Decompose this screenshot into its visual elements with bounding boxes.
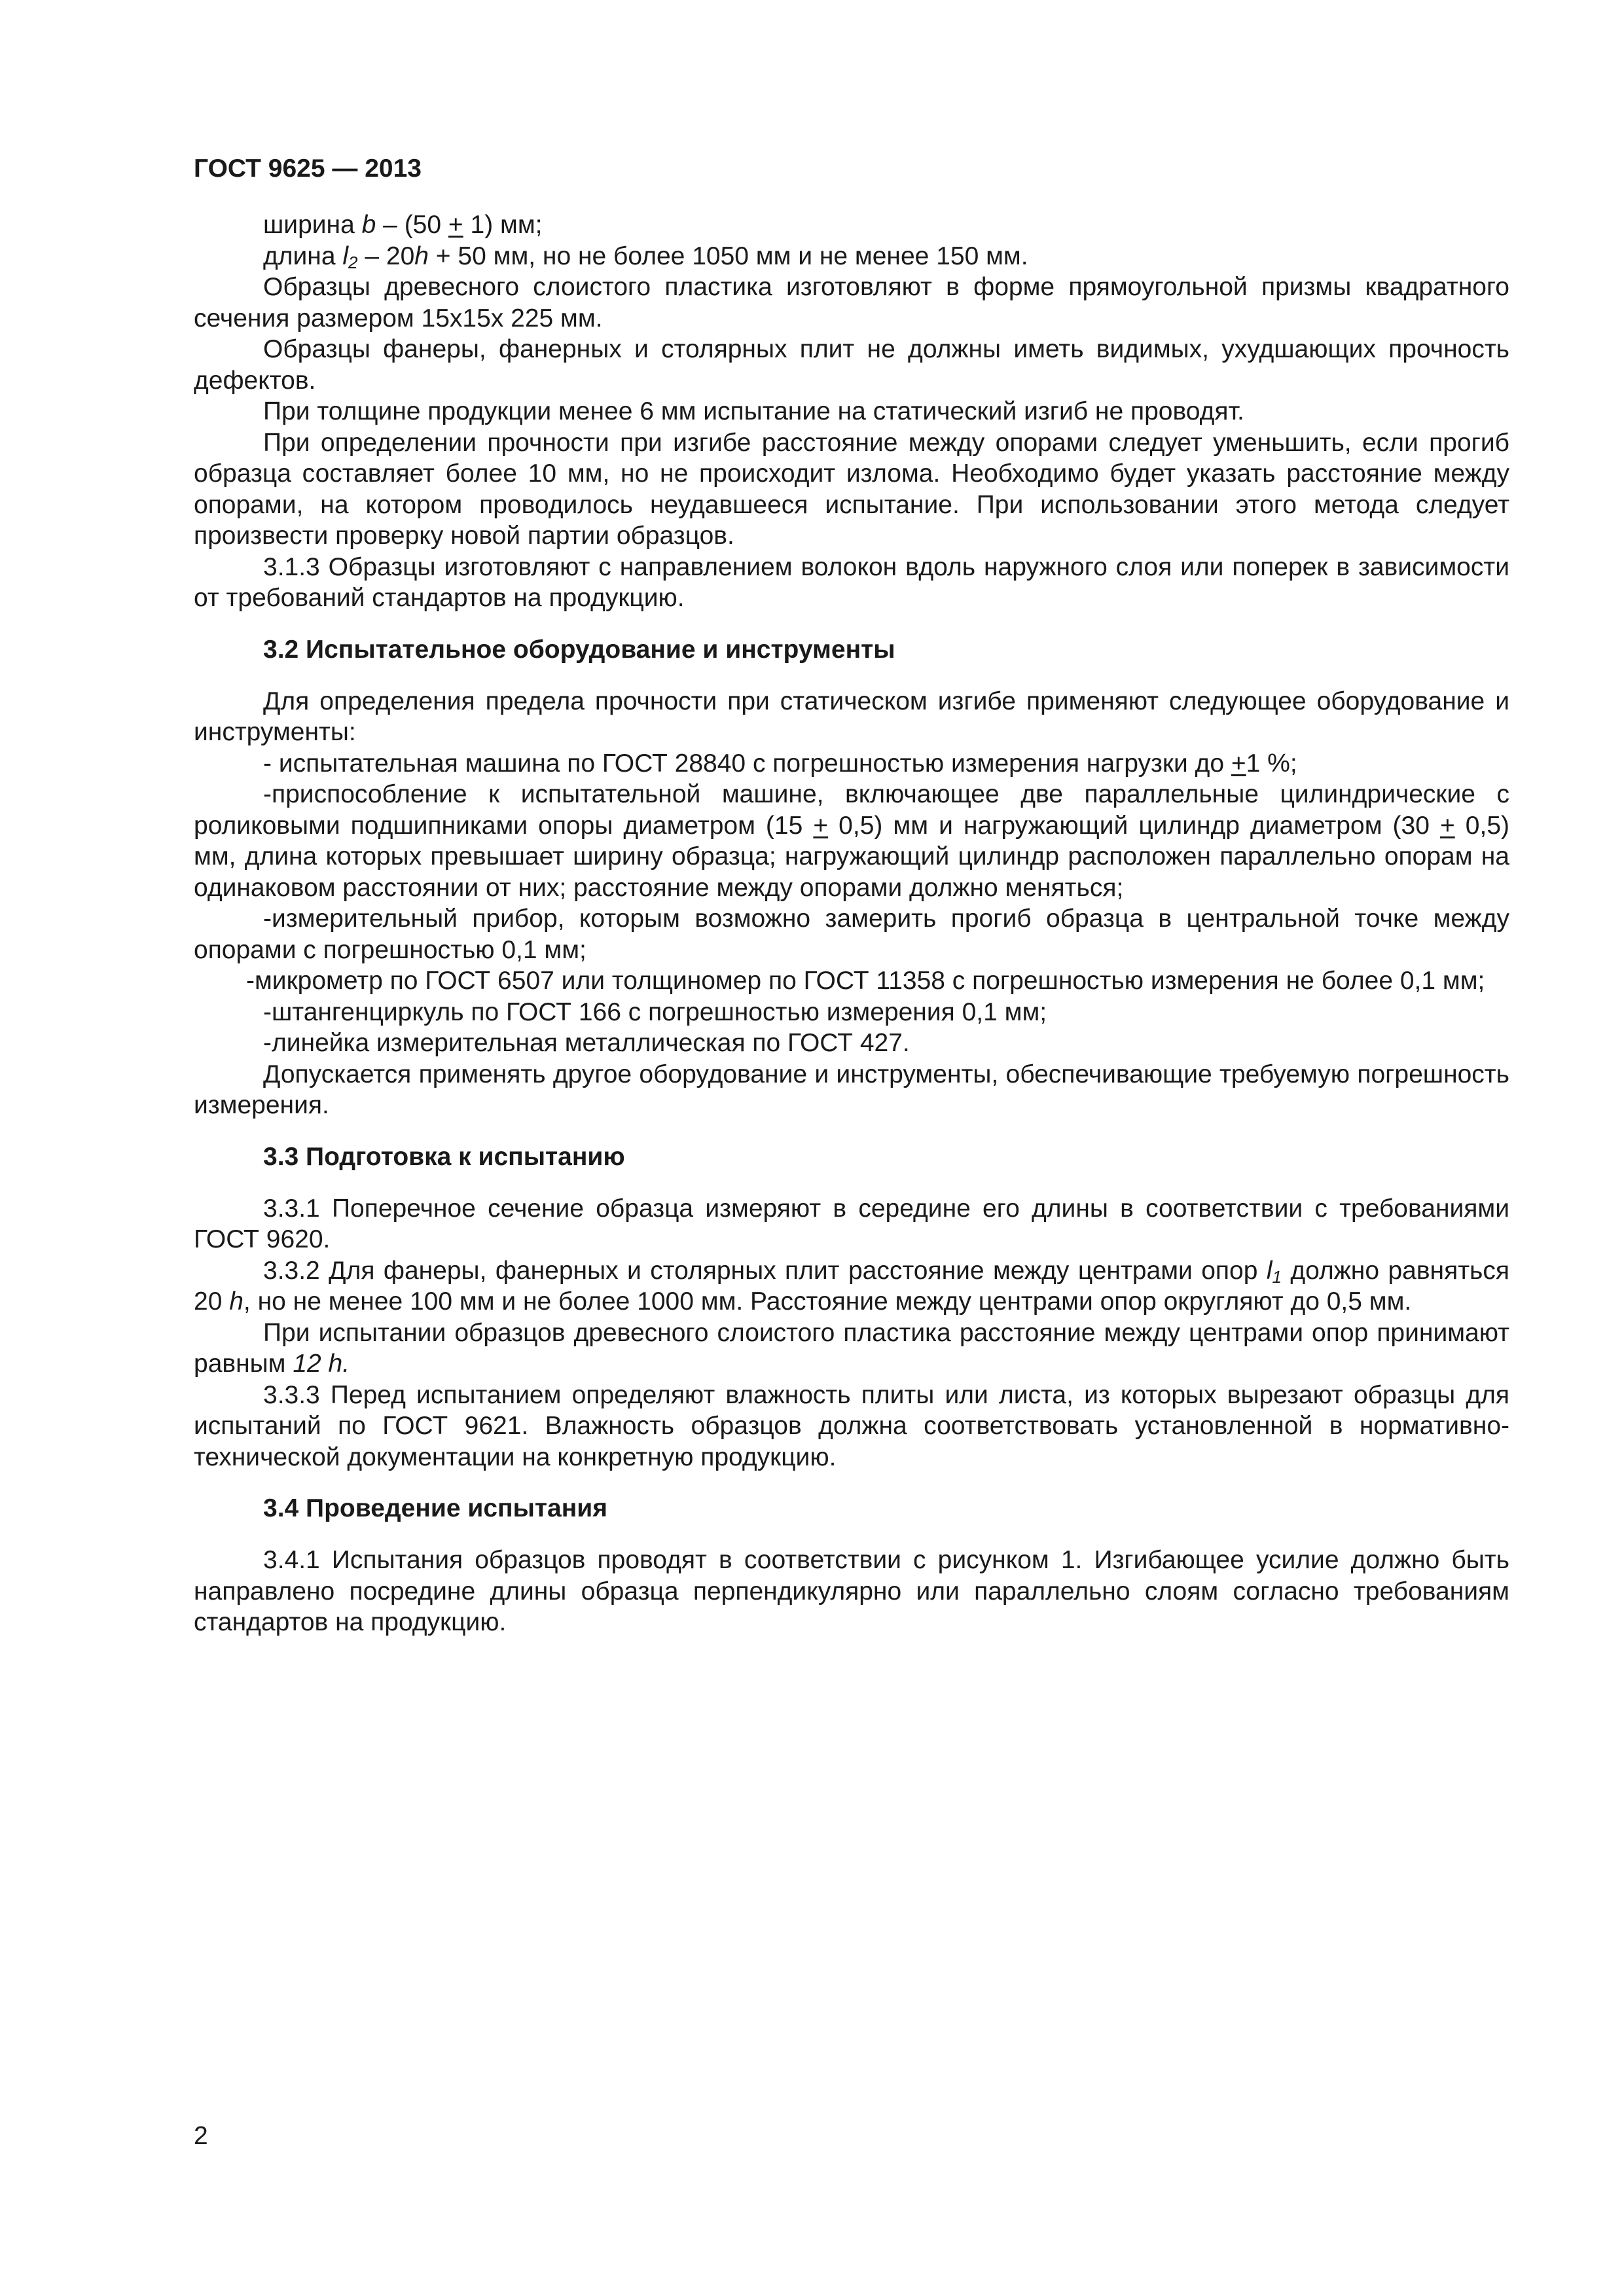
paragraph-3-3-2: 3.3.2 Для фанеры, фанерных и столярных плит расстояние между центрами опор $l_1$ должно равняться 20 h, но не менее 100 мм и не более 1000 мм. Расстояние между центрами опор округляют до 0,5 мм.: [194, 1256, 1509, 1316]
distance-paragraph: При определении прочности при изгибе расстояние между опорами следует уменьшить, если прогиб образца составляет более 10 мм, но не происходит излома. Необходимо будет указать расстояние между опорами, на котором проводилось неудавшееся испытание. При использовании этого метода следует произвести проверку новой партии образцов.: [194, 428, 1509, 550]
length-line: длина $l_2 - 20h + 50$ мм, но не более 1050 мм и не менее 150 мм.: [263, 242, 1028, 272]
heading-3-3: 3.3 Подготовка к испытанию: [263, 1142, 625, 1171]
plastic-paragraph: Образцы древесного слоистого пластика изготовляют в форме прямоугольной призмы квадратного сечения размером 15x15x 225 мм.: [194, 273, 1509, 332]
width-line: ширина b – (50 + 1) мм;: [263, 211, 543, 239]
thickness-paragraph: При толщине продукции менее 6 мм испытание на статический изгиб не проводят.: [263, 397, 1244, 425]
list-item-testing-machine: - испытательная машина по ГОСТ 28840 с погрешностью измерения нагрузки до +1 %;: [263, 749, 1297, 778]
defects-paragraph: Образцы фанеры, фанерных и столярных плит не должны иметь видимых, ухудшающих прочность дефектов.: [194, 335, 1509, 395]
paragraph-3-3-1: 3.3.1 Поперечное сечение образца измеряют в середине его длины в соответствии с требованиями ГОСТ 9620.: [194, 1194, 1509, 1253]
document-header: ГОСТ 9625 — 2013: [194, 154, 422, 183]
paragraph-3-1-3: 3.1.3 Образцы изготовляют с направлением волокон вдоль наружного слоя или поперек в зависимости от требований стандартов на продукцию.: [194, 552, 1509, 612]
list-item-caliper: -штангенциркуль по ГОСТ 166 с погрешностью измерения 0,1 мм;: [263, 997, 1047, 1026]
list-item-ruler: -линейка измерительная металлическая по ГОСТ 427.: [263, 1029, 910, 1057]
list-item-micrometer: -микрометр по ГОСТ 6507 или толщиномер по ГОСТ 11358 с погрешностью измерения не более 0,1 мм;: [246, 967, 1485, 995]
document-body: [194, 209, 1509, 1638]
list-item-fixture: -приспособление к испытательной машине, включающее две параллельные цилиндрические с роликовыми подшипниками опоры диаметром (15 + 0,5) мм и нагружающий цилиндр диаметром (30 + 0,5) мм, длина которых превышает ширину образца; нагружающий цилиндр расположен параллельно опорам на одинаковом расстоянии от них; расстояние между опорами должно меняться;: [194, 780, 1509, 902]
equipment-intro: Для определения предела прочности при статическом изгибе применяют следующее оборудование и инструменты:: [194, 687, 1509, 746]
paragraph-3-4-1: 3.4.1 Испытания образцов проводят в соответствии с рисунком 1. Изгибающее усилие должно быть направлено посредине длины образца перпендикулярно или параллельно слоям согласно требованиям стандартов на продукцию.: [194, 1546, 1509, 1636]
page-number: 2: [194, 2122, 208, 2150]
heading-3-4: 3.4 Проведение испытания: [263, 1494, 607, 1522]
plastic-distance-paragraph: При испытании образцов древесного слоистого пластика расстояние между центрами опор принимают равным 12 h.: [194, 1318, 1509, 1378]
heading-3-2: 3.2 Испытательное оборудование и инструменты: [263, 635, 895, 664]
list-item-measuring-device: -измерительный прибор, которым возможно замерить прогиб образца в центральной точке между опорами с погрешностью 0,1 мм;: [194, 905, 1509, 964]
allowed-equipment-paragraph: Допускается применять другое оборудование и инструменты, обеспечивающие требуемую погрешность измерения.: [194, 1060, 1509, 1119]
paragraph-3-3-3: 3.3.3 Перед испытанием определяют влажность плиты или листа, из которых вырезают образцы для испытаний по ГОСТ 9621. Влажность образцов должна соответствовать установленной в нормативно-технической документации на конкретную продукцию.: [194, 1380, 1509, 1471]
